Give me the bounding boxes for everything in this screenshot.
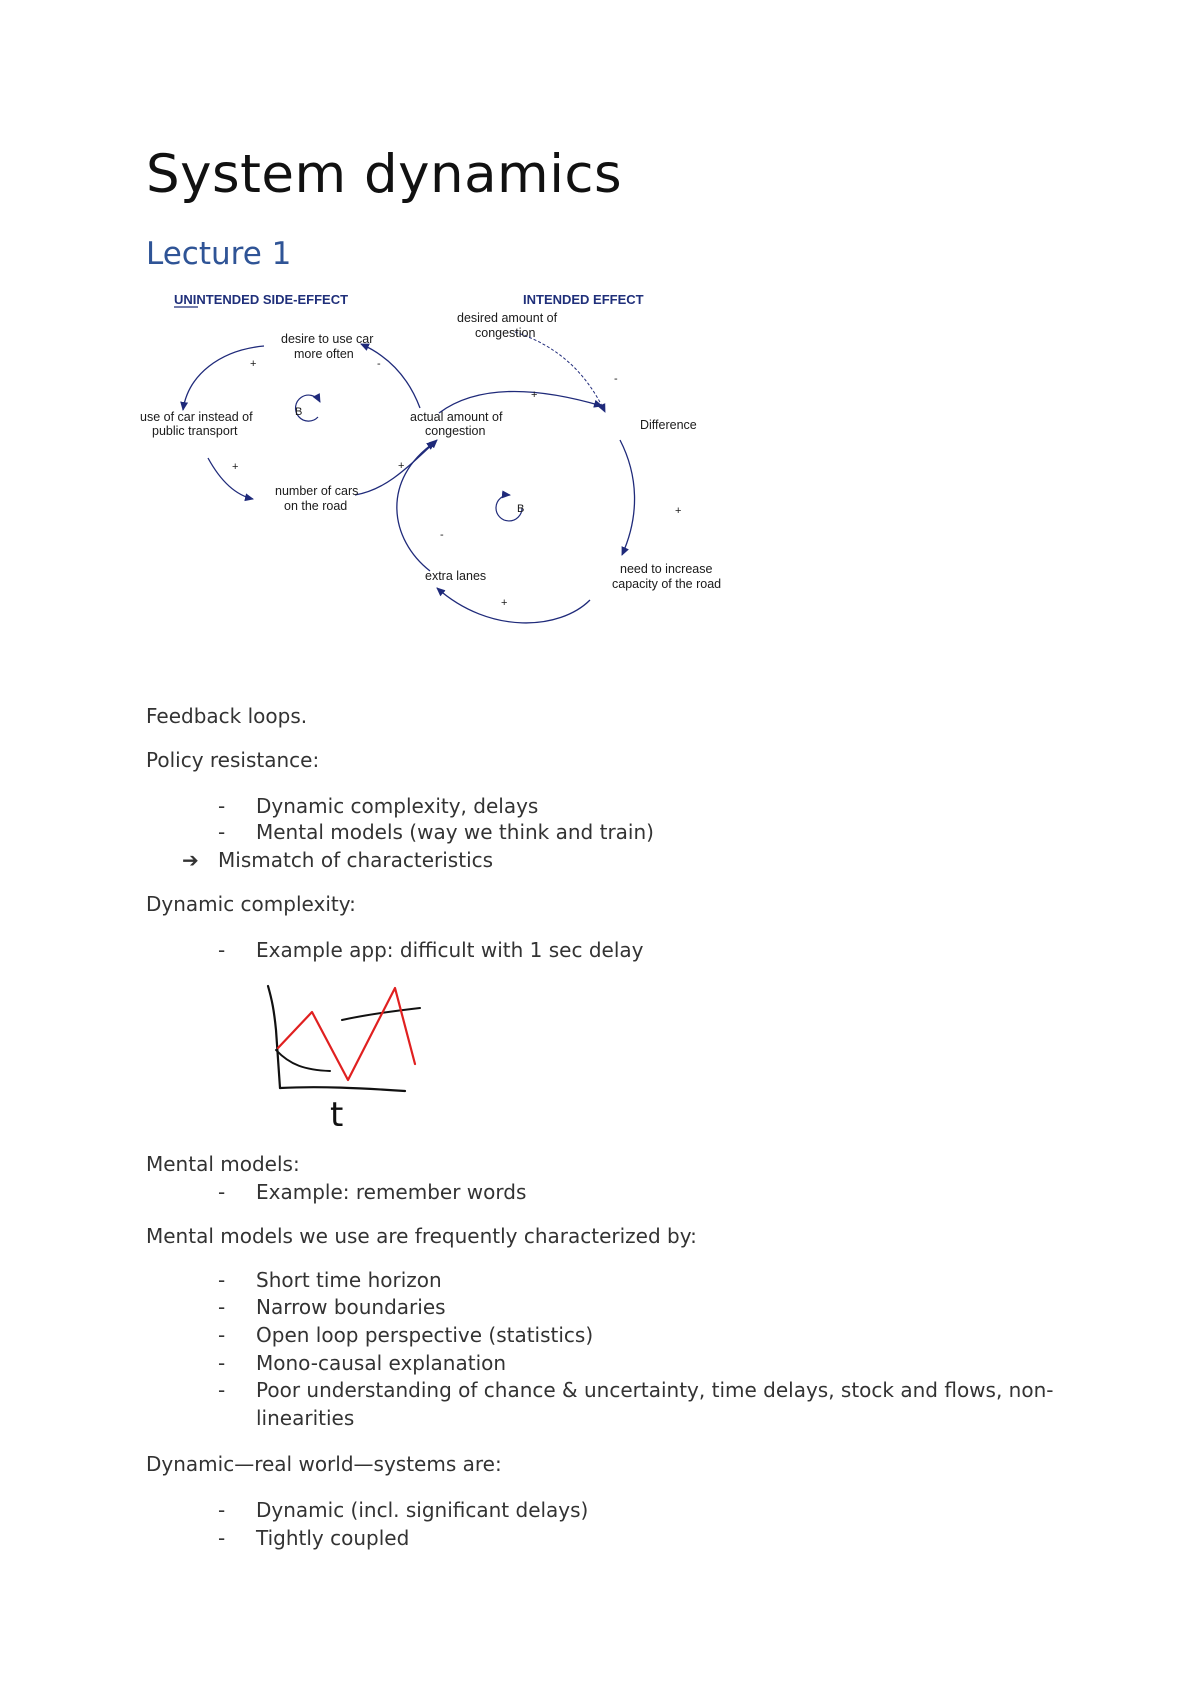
link-congestion-to-desire [361,344,420,408]
node-cars-line1: number of cars [275,484,359,498]
header-unintended: UNINTENDED SIDE-EFFECT [174,292,349,307]
node-cars-line2: on the road [284,499,348,513]
paragraph-dynamic-complexity: Dynamic complexity: [146,892,356,916]
document-page: System dynamics Lecture 1 UNINTENDED SIDE-EFFECT INTENDED EFFECT B B desire to use car more often use of car instead of public transport number of cars on the road actual amount of congestion desired amount of congestion Difference need to increase capacity of the road extra lanes + - + + + - + - + Feedback loops. Policy resistance: - Dynamic complexity, delays - Mental models (way we think and train) ➔ Mismatch of characteristics Dynamic complexity: - Example app: difficult with 1 sec delay t Mental models: - Example: remember words Mental models we use are frequently characterized by: - Short time horizon - Narrow boundaries - Open loop perspective (statistics) - Mono-causal explanation - Poor understanding of chance & uncertainty, time delays, stock and flows, non-linearities Dynamic—real world—systems are: - Dynamic (incl. significant delays) - Tightly coupled [140,144,1054,1550]
sign-plus: + [675,505,682,517]
node-actual-line2: congestion [425,424,486,438]
sign-minus: - [614,373,618,385]
sign-plus: + [501,597,508,609]
node-desire-line1: desire to use car [281,332,374,346]
header-intended: INTENDED EFFECT [523,292,644,307]
paragraph-real-world: Dynamic—real world—systems are: [146,1452,502,1476]
causal-loop-diagram [140,290,740,690]
link-need-to-lanes [437,588,590,623]
node-actual-line1: actual amount of [410,410,503,424]
link-desired-to-difference [515,332,605,412]
node-need-line1: need to increase [620,562,713,576]
paragraph-feedback-loops: Feedback loops. [146,704,308,728]
node-extra-lanes: extra lanes [425,569,487,583]
sign-minus: - [377,358,381,370]
sketch-y-axis [268,986,280,1088]
link-desire-to-use [183,346,264,410]
node-desired-line1: desired amount of [457,311,558,325]
link-cars-to-congestion [355,440,437,495]
sign-plus: + [232,461,239,473]
node-need-line2: capacity of the road [612,577,722,591]
sketch-axis-label: t [330,1095,344,1130]
paragraph-policy-resistance: Policy resistance: [146,748,320,772]
arrow-icon: ➔ [182,848,199,872]
hand-drawn-sketch [260,980,430,1130]
sketch-decay-curve [276,1050,330,1071]
sketch-x-axis [280,1087,405,1091]
paragraph-mental-models: Mental models: [146,1152,300,1176]
lecture-heading: Lecture 1 [146,236,292,272]
node-use-line2: public transport [152,424,238,438]
paragraph-mental-characterized: Mental models we use are frequently characterized by: [146,1224,697,1248]
loop-label-right: B [517,503,525,515]
sign-minus: - [440,529,444,541]
sign-plus: + [531,389,538,401]
link-use-to-cars [208,458,253,499]
sign-plus: + [398,460,405,472]
loop-label-left: B [295,406,303,418]
node-desired-line2: congestion [475,326,536,340]
document-title: System dynamics [146,144,623,205]
node-difference: Difference [640,418,697,432]
sign-plus: + [250,358,257,370]
node-use-line1: use of car instead of [140,410,253,424]
node-desire-line2: more often [294,347,354,361]
link-difference-to-need [620,440,635,555]
